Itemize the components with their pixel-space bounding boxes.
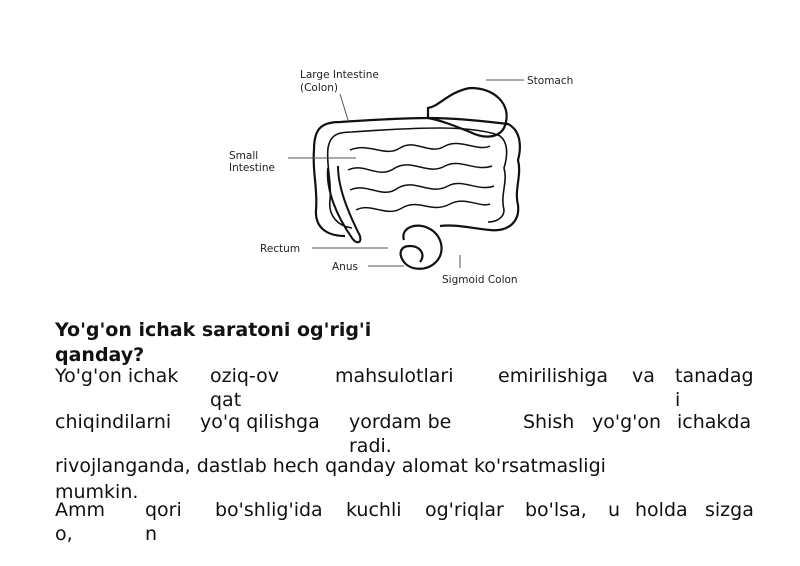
label-small: Small bbox=[229, 150, 259, 162]
paragraph-line-1 bbox=[55, 364, 755, 410]
word: mahsulotlari bbox=[335, 365, 454, 387]
word: Ammo, bbox=[55, 499, 106, 545]
word: bo'shlig'ida bbox=[215, 499, 323, 521]
small-intestine-shape bbox=[348, 143, 494, 211]
label-sigmoid-colon: Sigmoid Colon bbox=[442, 274, 518, 286]
label-intestine: Intestine bbox=[229, 162, 275, 174]
paragraph-line-5 bbox=[55, 498, 755, 544]
article-heading: Yo'g'on ichak saratoni og'rig'i qanday? bbox=[55, 319, 372, 366]
sigmoid-colon-shape bbox=[401, 226, 442, 269]
large-intestine-inner bbox=[328, 128, 507, 228]
word: kuchli bbox=[346, 499, 402, 521]
word: holda bbox=[635, 499, 688, 521]
rectum-shape bbox=[328, 166, 361, 242]
paragraph-line-4: mumkin. bbox=[55, 481, 139, 503]
word: oziq-ovqat bbox=[210, 365, 280, 411]
label-large-intestine: Large Intestine bbox=[300, 69, 379, 81]
word: og'riqlar bbox=[425, 499, 504, 521]
label-rectum: Rectum bbox=[260, 243, 301, 255]
paragraph-line-3: rivojlanganda, dastlab hech qanday alomat ko'rsatmasligi bbox=[55, 455, 606, 477]
word: chiqindilarni bbox=[55, 411, 172, 433]
word: Yo'g'on ichak bbox=[55, 365, 179, 387]
word: emirilishiga bbox=[498, 365, 609, 387]
word: u bbox=[608, 499, 621, 521]
word: sizga bbox=[705, 499, 754, 521]
word: Shish bbox=[523, 411, 575, 433]
word: qorin bbox=[145, 499, 182, 545]
word: va bbox=[632, 365, 655, 387]
paragraph-line-2 bbox=[55, 410, 755, 456]
digestive-system-diagram bbox=[225, 60, 574, 290]
label-colon: (Colon) bbox=[300, 82, 338, 94]
word: yordam beradi. bbox=[349, 411, 452, 457]
word: ichakda bbox=[677, 411, 752, 433]
pointer-large-intestine bbox=[340, 94, 348, 120]
word: yo'g'on bbox=[592, 411, 662, 433]
label-stomach: Stomach bbox=[527, 75, 574, 87]
word: tanadagi bbox=[675, 365, 754, 411]
word: yo'q qilishga bbox=[200, 411, 320, 433]
word: bo'lsa, bbox=[525, 499, 587, 521]
label-anus: Anus bbox=[332, 261, 358, 273]
